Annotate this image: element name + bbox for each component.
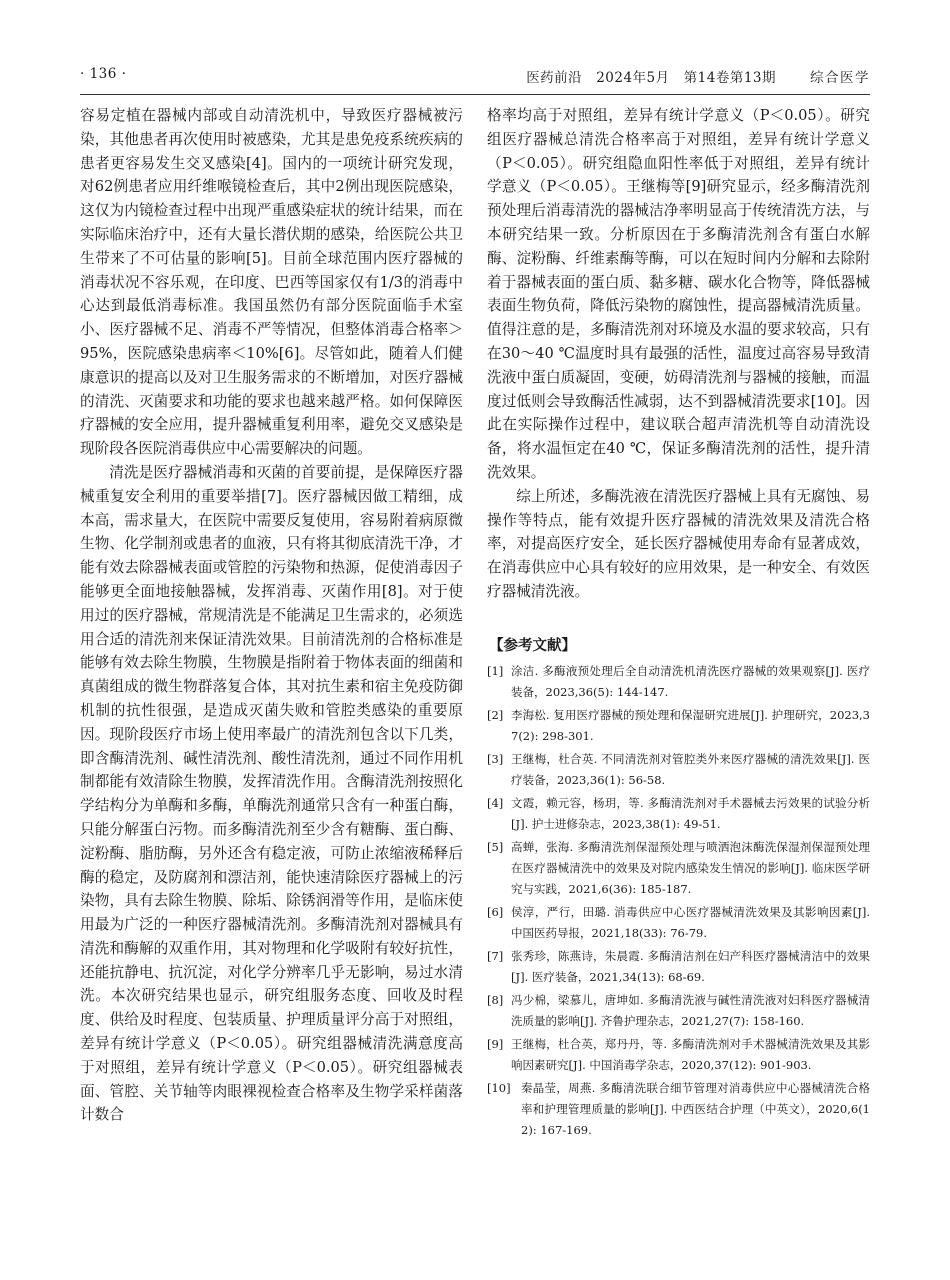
body-paragraph: 清洗是医疗器械消毒和灭菌的首要前提，是保障医疗器械重复安全利用的重要举措[7]。医疗器械因做工精细，成本高，需求量大，在医院中需要反复使用，容易附着病原微生物、化学制剂或患者的血液，只有将其彻底清洗干净，才能有效去除器械表面或管腔的污染物和热源，促使消毒因子能够更全面地接触器械，发挥消毒、灭菌作用[8]。对于使用过的医疗器械，常规清洗是不能满足卫生需求的，必须选用合适的清洗剂来保证清洗效果。目前清洗剂的合格标准是能够有效去除生物膜，生物膜是指附着于物体表面的细菌和真菌组成的微生物群落复合体，其对抗生素和宿主免疫防御机制的抗性很强，是造成灭菌失败和管腔类感染的重要原因。现阶段医疗市场上使用率最广的清洗剂包含以下几类，即含酶清洗剂、碱性清洗剂、酸性清洗剂，通过不同作用机制都能有效清除生物膜，发挥清洗作用。含酶清洗剂按照化学结构分为单酶和多酶，单酶洗剂通常只含有一种蛋白酶，只能分解蛋白污物。而多酶清洗剂至少含有糖酶、蛋白酶、淀粉酶、脂肪酶，另外还含有稳定液，可防止浓缩液稀释后酶的稳定，及防腐剂和漂洁剂，能快速清除医疗器械上的污染物，具有去除生物膜、除垢、除锈润滑等作用，是临床使用最为广泛的一种医疗器械清洗剂。多酶清洗剂对器械具有清洗和酶解的双重作用，其对物理和化学吸附有较好抗性，还能抗静电、抗沉淀，对化学分辨率几乎无影响，易过水清洗。本次研究结果也显示，研究组服务态度、回收及时程度、供给及时程度、包装质量、护理质量评分高于对照组，差异有统计学意义（P＜0.05）。研究组器械清洗满意度高于对照组，差异有统计学意义（P＜0.05）。研究组器械表面、管腔、关节轴等肉眼裸视检查合格率及生物学采样菌落计数合: [80, 463, 463, 1124]
reference-text: 王继梅，杜合英. 不同清洗剂对管腔类外来医疗器械的清洗效果[J]. 医疗装备，2023,36(1): 56-58.: [511, 751, 870, 787]
body-paragraph: 容易定植在器械内部或自动清洗机中，导致医疗器械被污染，其他患者再次使用时被感染，尤其是患免疫系统疾病的患者更容易发生交叉感染[4]。国内的一项统计研究发现，对62例患者应用纤维喉镜检查后，其中2例出现医院感染，这仅为内镜检查过程中出现严重感染症状的统计结果，而在实际临床治疗中，还有大量长潜伏期的感染，给医院公共卫生带来了不可估量的影响[5]。目前全球范围内医疗器械的消毒状况不容乐观，在印度、巴西等国家仅有1/3的消毒中心达到最低消毒标准。我国虽然仍有部分医院面临手术室小、医疗器械不足、消毒不严等情况，但整体消毒合格率＞95%，医院感染患病率＜10%[6]。尽管如此，随着人们健康意识的提高以及对卫生服务需求的不断增加，对医疗器械的清洗、灭菌要求和功能的要求也越来越严格。如何保障医疗器械的安全应用，提升器械重复利用率，避免交叉感染是现阶段各医院消毒供应中心需要解决的问题。: [80, 107, 463, 458]
reference-text: 冯少棉，梁慕儿，唐坤如. 多酶清洗液与碱性清洗液对妇科医疗器械清洗质量的影响[J]. 齐鲁护理杂志，2021,27(7): 158-160.: [511, 992, 870, 1028]
reference-text: 王继梅，杜合英，郑丹丹，等. 多酶清洗剂对手术器械清洗效果及其影响因素研究[J]. 中国消毒学杂志，2020,37(12): 901-903.: [511, 1036, 870, 1072]
reference-text: 涂洁. 多酶液预处理后全自动清洗机清洗医疗器械的效果观察[J]. 医疗装备，2023,36(5): 144-147.: [511, 663, 870, 699]
reference-text: 李海松. 复用医疗器械的预处理和保湿研究进展[J]. 护理研究，2023,37(2): 298-301.: [511, 707, 870, 743]
reference-text: 文霞，赖元容，杨玥，等. 多酶清洗剂对手术器械去污效果的试验分析[J]. 护士进修杂志，2023,38(1): 49-51.: [511, 795, 870, 831]
reference-item: [487, 1078, 870, 1141]
reference-item: [487, 1034, 870, 1076]
right-column: [487, 104, 870, 1143]
running-header: [80, 66, 870, 86]
body-paragraph: 格率均高于对照组，差异有统计学意义（P＜0.05）。研究组医疗器械总清洗合格率高于对照组，差异有统计学意义（P＜0.05）。研究组隐血阳性率低于对照组，差异有统计学意义（P＜0.05）。王继梅等[9]研究显示，经多酶清洗剂预处理后消毒清洗的器械洁净率明显高于传统清洗方法，与本研究结果一致。分析原因在于多酶清洗剂含有蛋白水解酶、淀粉酶、纤维素酶等酶，可以在短时间内分解和去除附着于器械表面的蛋白质、黏多糖、碳水化合物等，降低器械表面生物负荷，降低污染物的腐蚀性，提高器械清洗质量。值得注意的是，多酶清洗剂对环境及水温的要求较高，只有在30～40 ℃温度时具有最强的活性，温度过高容易导致清洗液中蛋白质凝固，变硬，妨碍清洗剂与器械的接触，而温度过低则会导致酶活性减弱，达不到器械清洗要求[10]。因此在实际操作过程中，建议联合超声清洗机等自动清洗设备，将水温恒定在40 ℃，保证多酶清洗剂的活性，提升清洗效果。: [487, 107, 870, 481]
reference-number: [3]: [487, 751, 504, 766]
reference-number: [10]: [487, 1080, 511, 1095]
left-column: [80, 104, 463, 1127]
journal-name: 医药前沿: [526, 70, 583, 86]
reference-item: [487, 661, 870, 703]
reference-text: 高蝉，张海. 多酶清洗剂保湿预处理与喷洒泡沫酶洗保湿剂保湿预处理在医疗器械清洗中的效果及对院内感染发生情况的影响[J]. 临床医学研究与实践，2021,6(36): 185-187.: [511, 839, 870, 896]
journal-info: [512, 66, 870, 86]
reference-item: [487, 902, 870, 944]
reference-item: [487, 749, 870, 791]
reference-item: [487, 793, 870, 835]
reference-item: [487, 946, 870, 988]
reference-number: [2]: [487, 707, 504, 722]
reference-item: [487, 705, 870, 747]
reference-number: [9]: [487, 1036, 504, 1051]
section-name: 综合医学: [810, 70, 870, 86]
references-heading: 【参考文献】: [489, 637, 576, 654]
reference-number: [8]: [487, 992, 504, 1007]
reference-text: 张秀珍，陈燕诗，朱晨霞. 多酶清洁剂在妇产科医疗器械清洁中的效果[J]. 医疗装备，2021,34(13): 68-69.: [511, 948, 870, 984]
header-rule: [80, 94, 870, 95]
reference-list: [487, 661, 870, 1141]
reference-text: 秦晶莹，周燕. 多酶清洗联合细节管理对消毒供应中心器械清洗合格率和护理管理质量的影响[J]. 中西医结合护理（中英文），2020,6(12): 167-169.: [521, 1080, 870, 1137]
reference-number: [4]: [487, 795, 504, 810]
issue-date: 2024年5月: [596, 70, 670, 86]
issue-volume: 第14卷第13期: [683, 70, 776, 86]
reference-number: [7]: [487, 948, 504, 963]
reference-number: [5]: [487, 839, 504, 854]
reference-number: [1]: [487, 663, 504, 678]
reference-item: [487, 837, 870, 900]
reference-number: [6]: [487, 904, 504, 919]
page-number: · 136 ·: [80, 66, 127, 82]
reference-text: 侯淳，严行，田璐. 消毒供应中心医疗器械清洗效果及其影响因素[J]. 中国医药导报，2021,18(33): 76-79.: [511, 904, 870, 940]
reference-item: [487, 990, 870, 1032]
body-paragraph: 综上所述，多酶洗液在清洗医疗器械上具有无腐蚀、易操作等特点，能有效提升医疗器械的清洗效果及清洗合格率，对提高医疗安全，延长医疗器械使用寿命有显著成效，在消毒供应中心具有较好的应用效果，是一种安全、有效医疗器械清洗液。: [487, 487, 870, 600]
